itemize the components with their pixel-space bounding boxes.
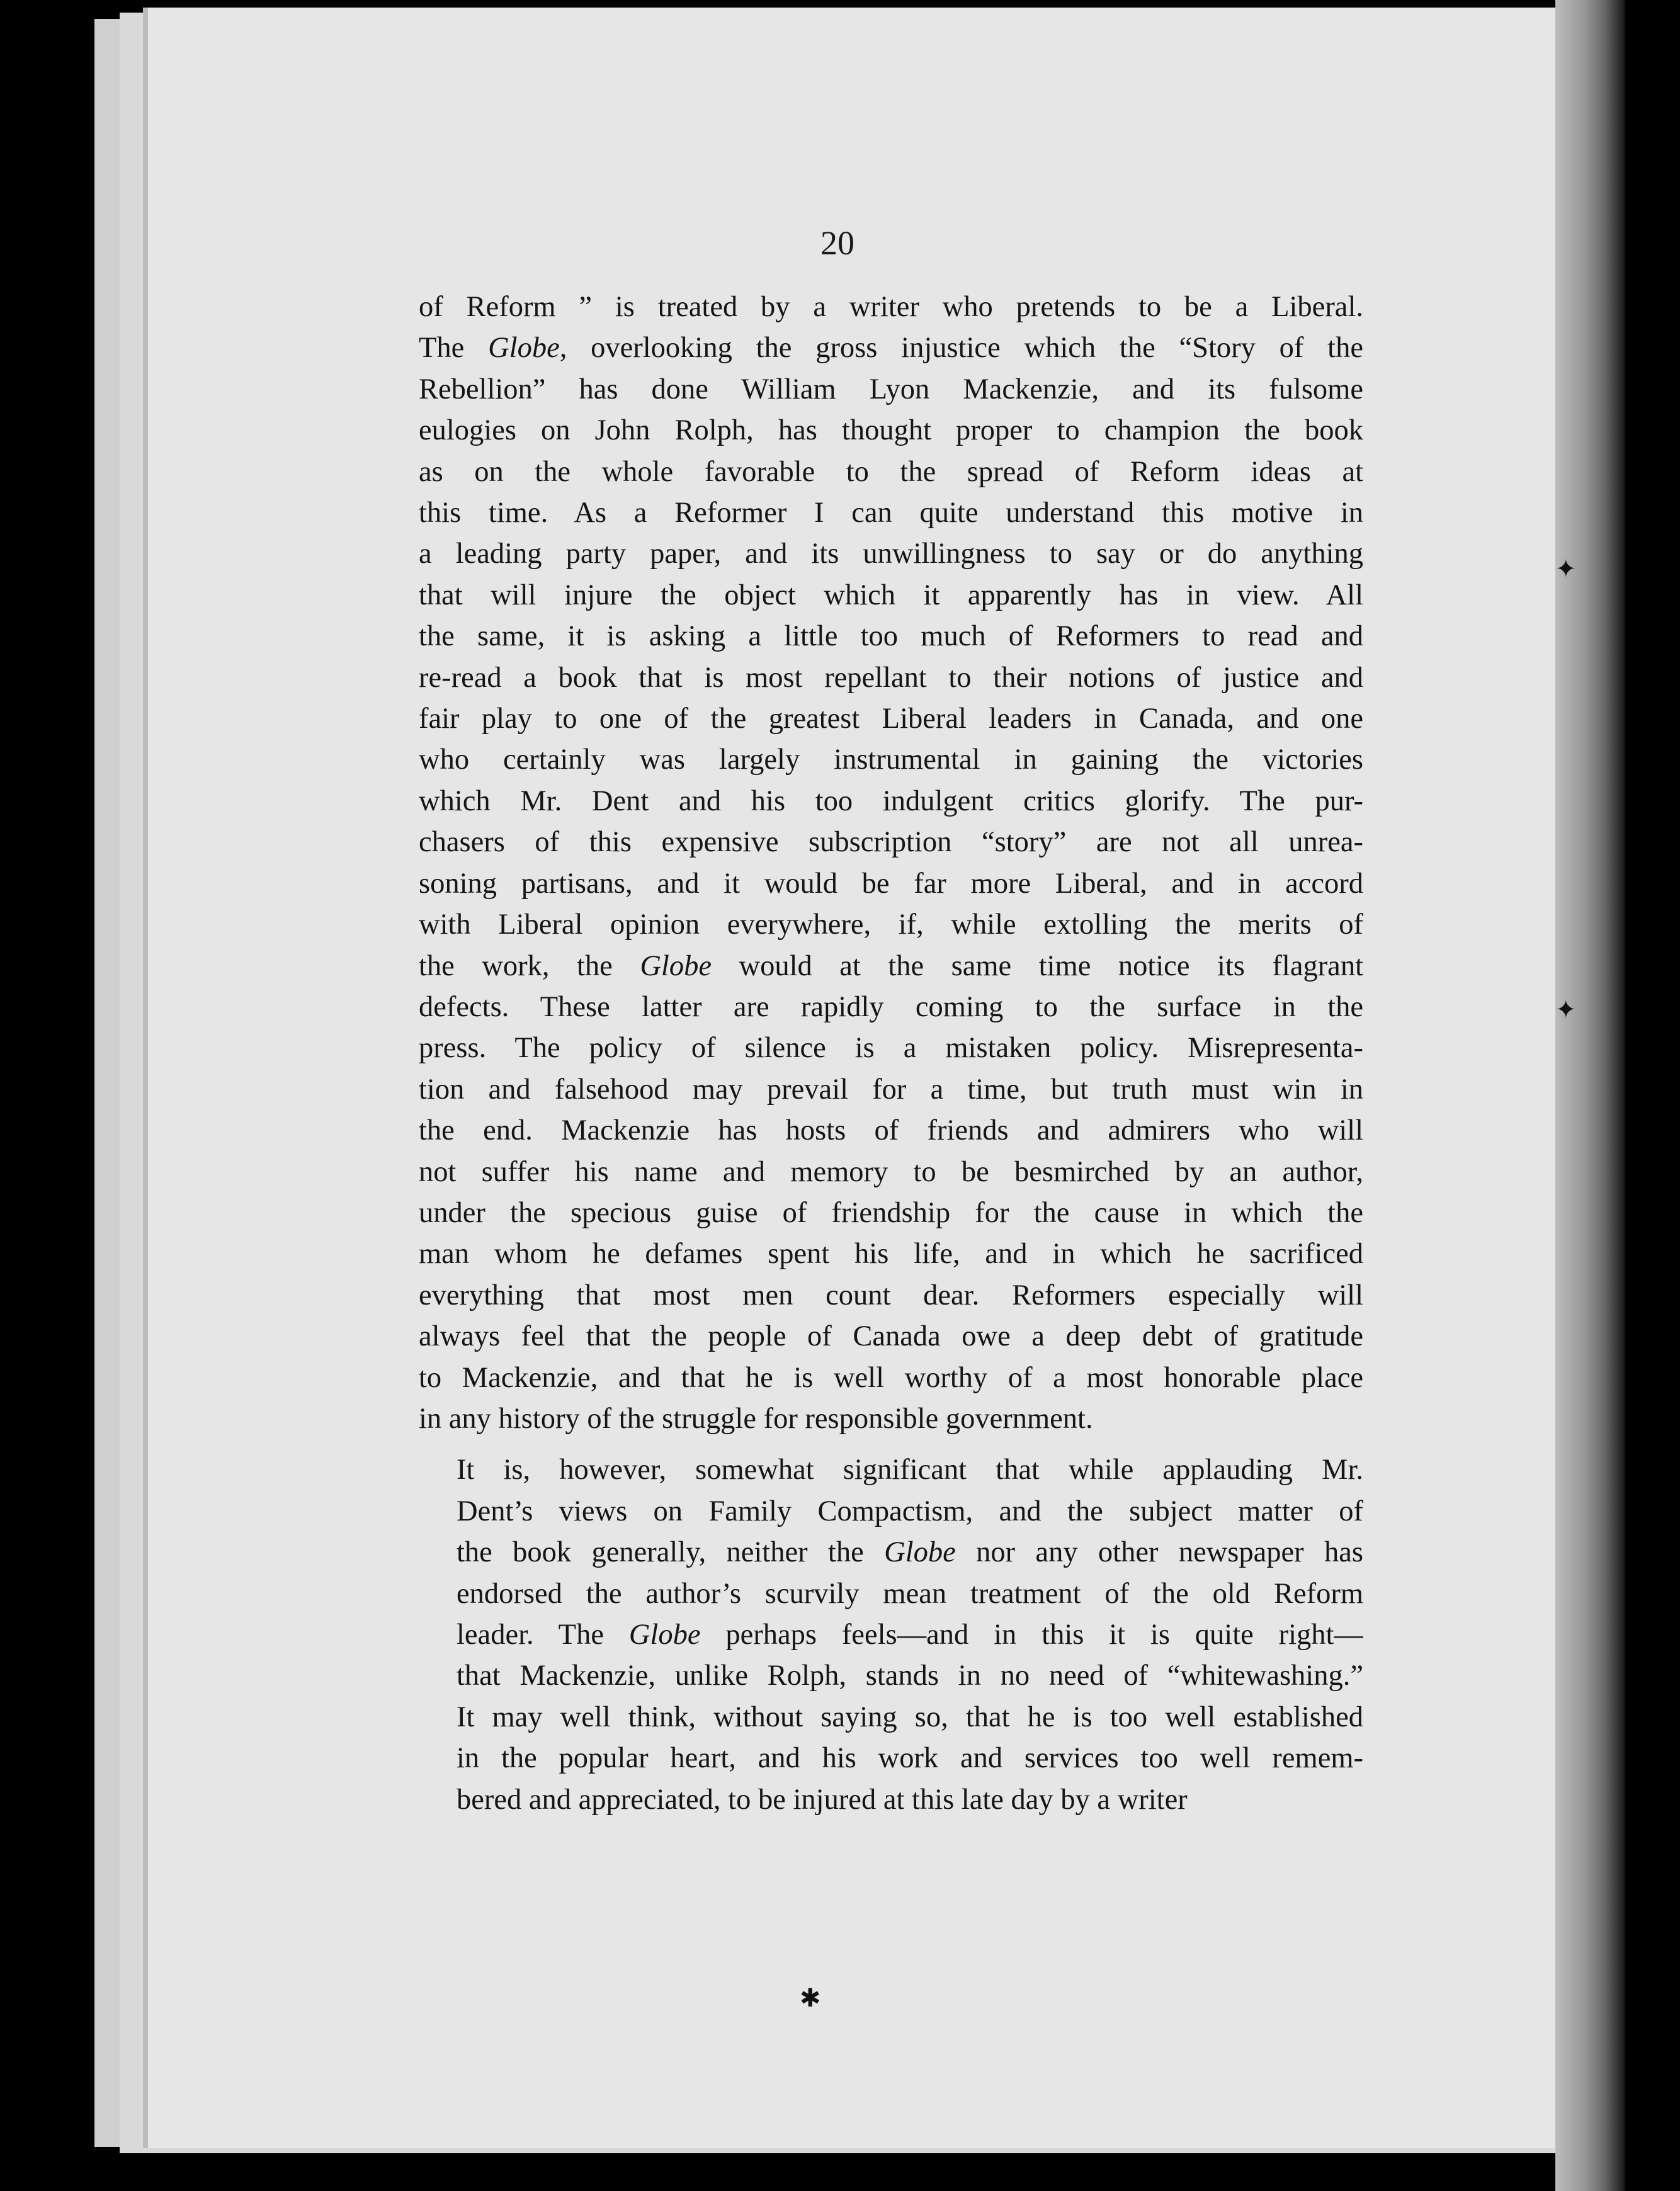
text-line: this time. As a Reformer I can quite understand this motive in [419, 497, 1363, 529]
text-line: that will injure the object which it apparently has in view. All [419, 579, 1363, 611]
text-line: endorsed the author’s scurvily mean treatment of the old Reform [457, 1577, 1363, 1610]
text-line: re-read a book that is most repellant to their notions of justice and [419, 661, 1363, 694]
text-line: Rebellion” has done William Lyon Mackenzie, and its fulsome [419, 373, 1363, 405]
text-line: bered and appreciated, to be injured at this late day by a writer [457, 1783, 1188, 1816]
text-line: always feel that the people of Canada owe a deep debt of gratitude [419, 1320, 1363, 1353]
text-line: the book generally, neither the Globe nor any other newspaper has [457, 1536, 1363, 1569]
text-line: soning partisans, and it would be far more Liberal, and in accord [419, 867, 1363, 900]
text-line: leader. The Globe perhaps feels—and in this it is quite right— [457, 1619, 1363, 1651]
text-line: that Mackenzie, unlike Rolph, stands in no need of “whitewashing.” [457, 1660, 1363, 1692]
paragraph [419, 286, 1363, 1439]
text-line: defects. These latter are rapidly coming to the surface in the [419, 990, 1363, 1023]
page-number: 20 [820, 224, 854, 262]
text-line: under the specious guise of friendship for the cause in which the [419, 1196, 1363, 1229]
body-text [419, 286, 1363, 1830]
text-line: chasers of this expensive subscription “story” are not all unrea- [419, 826, 1363, 859]
text-line: press. The policy of silence is a mistaken policy. Misrepresenta- [419, 1032, 1363, 1065]
text-line: to Mackenzie, and that he is well worthy of a most honorable place [419, 1361, 1363, 1394]
text-line: the end. Mackenzie has hosts of friends and admirers who will [419, 1114, 1363, 1147]
text-line: with Liberal opinion everywhere, if, while extolling the merits of [419, 909, 1363, 941]
text-line: The Globe, overlooking the gross injustice which the “Story of the [419, 332, 1363, 365]
text-line: which Mr. Dent and his too indulgent critics glorify. The pur- [419, 784, 1363, 817]
text-line: the same, it is asking a little too much of Reformers to read and [419, 620, 1363, 653]
text-line: who certainly was largely instrumental in gaining the victories [419, 744, 1363, 776]
scan-artifact-mark: ✦ [1555, 555, 1577, 583]
text-line: It may well think, without saying so, that he is too well established [457, 1701, 1363, 1733]
scan-artifact-mark: ✦ [1555, 995, 1577, 1024]
book-spine-shadow [1555, 0, 1625, 2191]
text-line: a leading party paper, and its unwillingness to say or do anything [419, 538, 1363, 570]
text-line: the work, the Globe would at the same time notice its flagrant [419, 949, 1363, 982]
text-line: as on the whole favorable to the spread of Reform ideas at [419, 455, 1363, 488]
text-line: in any history of the struggle for responsible government. [419, 1402, 1093, 1435]
text-line: everything that most men count dear. Reformers especially will [419, 1279, 1363, 1311]
text-line: fair play to one of the greatest Liberal leaders in Canada, and one [419, 703, 1363, 735]
text-line: eulogies on John Rolph, has thought proper to champion the book [419, 414, 1363, 447]
text-line: It is, however, somewhat significant that while applauding Mr. [457, 1454, 1363, 1486]
text-line: not suffer his name and memory to be besmirched by an author, [419, 1155, 1363, 1188]
text-line: man whom he defames spent his life, and in which he sacrificed [419, 1238, 1363, 1271]
text-line: Dent’s views on Family Compactism, and the subject matter of [457, 1495, 1363, 1527]
text-line: tion and falsehood may prevail for a time, but truth must win in [419, 1073, 1363, 1106]
scan-artifact-mark: ✱ [800, 1984, 821, 2012]
text-line: in the popular heart, and his work and services too well remem- [457, 1742, 1363, 1775]
paragraph [419, 1449, 1363, 1820]
text-line: of Reform ” is treated by a writer who pretends to be a Liberal. [419, 291, 1363, 323]
